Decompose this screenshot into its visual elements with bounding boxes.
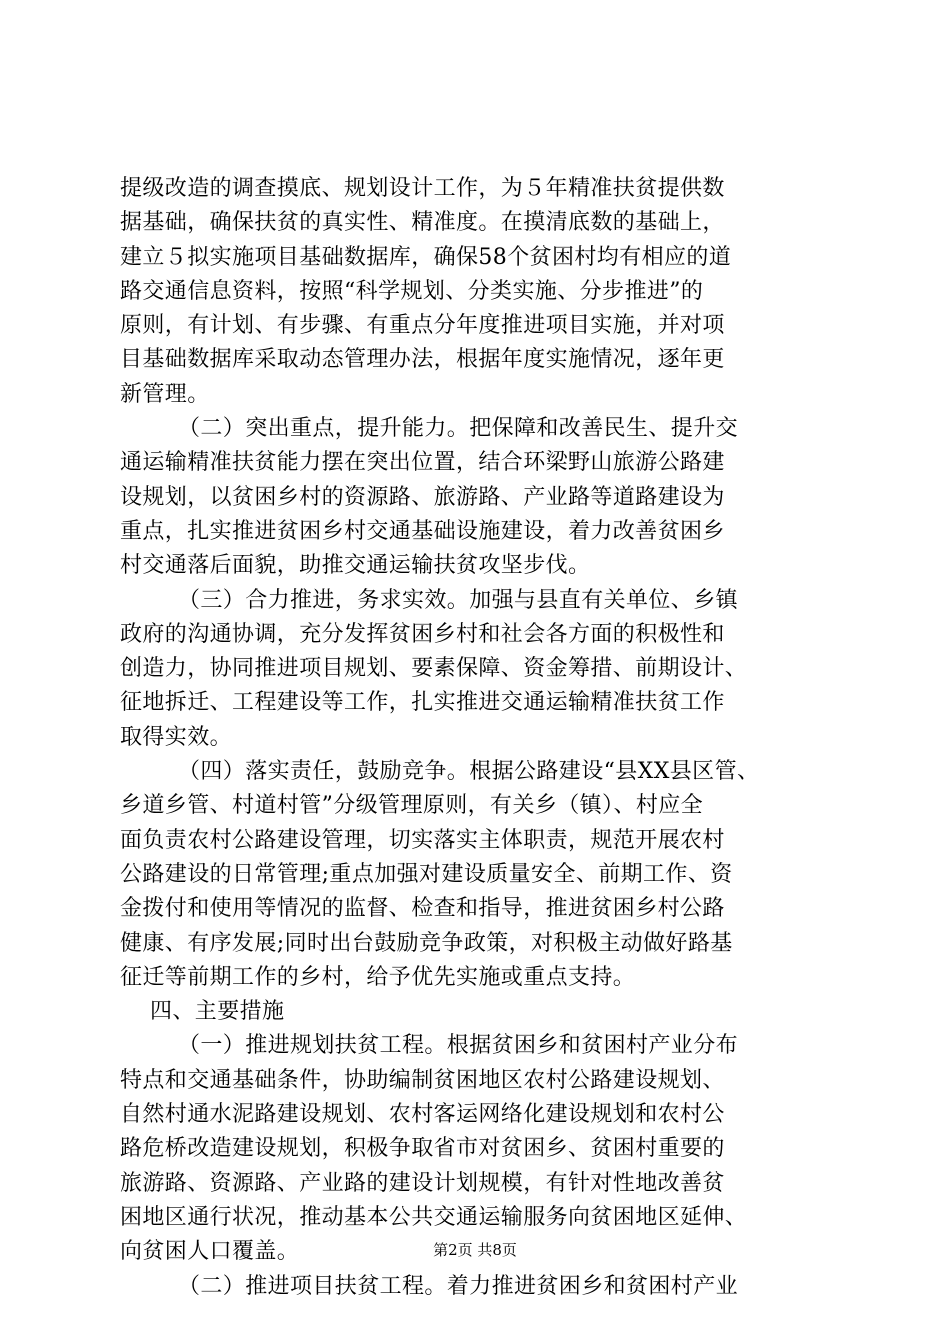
document-body — [120, 172, 840, 1304]
paragraph-heading-3: （三）合力推进，务求实效。加强与县直有关单位、乡镇 — [178, 587, 739, 613]
text-line: 创造力，协同推进项目规划、要素保障、资金筹措、前期设计、 — [120, 656, 748, 682]
text-line: 困地区通行状况，推动基本公共交通运输服务向贫困地区延伸、 — [120, 1204, 748, 1230]
text-line: 目基础数据库采取动态管理办法，根据年度实施情况，逐年更 — [120, 347, 725, 373]
page-footer: 第2页 共8页 — [433, 1241, 517, 1259]
paragraph-heading-2: （二）突出重点，提升能力。把保障和改善民生、提升交 — [178, 416, 739, 442]
text-line: 新管理。 — [120, 381, 210, 407]
text-line: 乡道乡管、村道村管”分级管理原则，有关乡（镇）、村应全 — [120, 793, 704, 819]
text-line: 提级改造的调查摸底、规划设计工作，为５年精准扶贫提供数 — [120, 176, 725, 201]
text-line: 征迁等前期工作的乡村，给予优先实施或重点支持。 — [120, 964, 636, 990]
text-line: 路危桥改造建设规划，积极争取省市对贫困乡、贫困村重要的 — [120, 1136, 725, 1162]
text-line: 特点和交通基础条件，协助编制贫困地区农村公路建设规划、 — [120, 1067, 725, 1093]
text-line: 取得实效。 — [120, 724, 233, 750]
text-line: 设规划，以贫困乡村的资源路、旅游路、产业路等道路建设为 — [120, 484, 725, 510]
text-line: 公路建设的日常管理;重点加强对建设质量安全、前期工作、资 — [120, 861, 733, 887]
section-heading: 四、主要措施 — [150, 999, 285, 1025]
text-line: 金拨付和使用等情况的监督、检查和指导，推进贫困乡村公路 — [120, 896, 725, 922]
text-line: 向贫困人口覆盖。 — [120, 1239, 300, 1265]
text-line: 征地拆迁、工程建设等工作，扎实推进交通运输精准扶贫工作 — [120, 690, 725, 716]
paragraph-heading-2: （二）推进项目扶贫工程。着力推进贫困乡和贫困村产业 — [178, 1273, 739, 1299]
text-line: 原则，有计划、有步骤、有重点分年度推进项目实施，并对项 — [120, 313, 725, 339]
text-line: 自然村通水泥路建设规划、农村客运网络化建设规划和农村公 — [120, 1102, 725, 1128]
paragraph-heading-1: （一）推进规划扶贫工程。根据贫困乡和贫困村产业分布 — [178, 1033, 739, 1059]
text-line: 据基础，确保扶贫的真实性、精准度。在摸清底数的基础上， — [120, 210, 725, 236]
text-line: 建立５拟实施项目基础数据库，确保58个贫困村均有相应的道 — [120, 244, 732, 270]
text-line: 通运输精准扶贫能力摆在突出位置，结合环梁野山旅游公路建 — [120, 450, 725, 476]
text-line: 健康、有序发展;同时出台鼓励竞争政策，对积极主动做好路基 — [120, 930, 733, 956]
text-line: 路交通信息资料，按照“科学规划、分类实施、分步推进”的 — [120, 278, 704, 304]
paragraph-heading-4: （四）落实责任，鼓励竞争。根据公路建设“县XX县区管、 — [178, 759, 760, 785]
text-line: 旅游路、资源路、产业路的建设计划规模，有针对性地改善贫 — [120, 1170, 725, 1196]
text-line: 面负责农村公路建设管理，切实落实主体职责，规范开展农村 — [120, 827, 725, 853]
text-line: 政府的沟通协调，充分发挥贫困乡村和社会各方面的积极性和 — [120, 621, 725, 647]
text-line: 村交通落后面貌，助推交通运输扶贫攻坚步伐。 — [120, 553, 591, 579]
text-line: 重点，扎实推进贫困乡村交通基础设施建设，着力改善贫困乡 — [120, 518, 725, 544]
